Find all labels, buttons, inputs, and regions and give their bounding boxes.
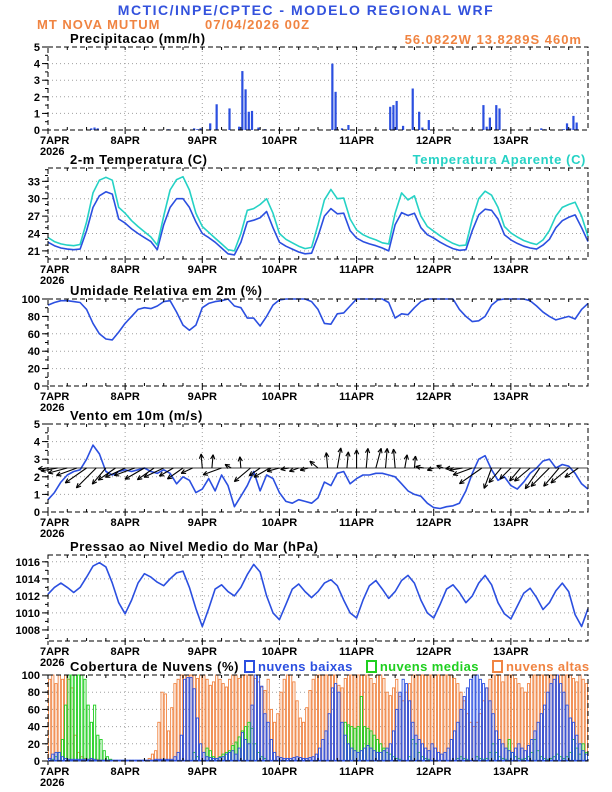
- panel-title-apparent-temperature: Temperatura Aparente (C): [412, 152, 586, 167]
- svg-text:2: 2: [33, 91, 40, 104]
- svg-text:80: 80: [27, 311, 40, 324]
- svg-text:10APR: 10APR: [261, 391, 298, 403]
- svg-text:60: 60: [27, 704, 40, 717]
- svg-text:24: 24: [27, 228, 40, 241]
- svg-text:8APR: 8APR: [110, 135, 140, 147]
- svg-text:21: 21: [27, 245, 40, 258]
- svg-text:13APR: 13APR: [493, 264, 529, 276]
- legend-label-high: nuvens altas: [505, 659, 590, 674]
- svg-text:11APR: 11APR: [339, 264, 375, 276]
- svg-text:60: 60: [27, 328, 40, 341]
- svg-text:12APR: 12APR: [415, 264, 452, 276]
- svg-text:3: 3: [33, 75, 40, 88]
- panel-title-humidity: Umidade Relativa em 2m (%): [70, 283, 263, 298]
- svg-text:0: 0: [33, 381, 40, 393]
- svg-text:12APR: 12APR: [415, 646, 452, 658]
- svg-text:27: 27: [27, 211, 40, 224]
- svg-text:11APR: 11APR: [339, 766, 375, 778]
- svg-text:12APR: 12APR: [415, 135, 452, 147]
- svg-text:4: 4: [33, 436, 40, 449]
- svg-text:7APR: 7APR: [40, 264, 70, 276]
- svg-text:13APR: 13APR: [493, 766, 529, 778]
- svg-text:8APR: 8APR: [110, 391, 140, 403]
- svg-text:100: 100: [21, 294, 40, 306]
- svg-text:40: 40: [27, 346, 40, 359]
- svg-text:10APR: 10APR: [261, 135, 298, 147]
- panel-title-pressure: Pressao ao Nivel Medio do Mar (hPa): [70, 539, 319, 554]
- svg-text:13APR: 13APR: [493, 646, 529, 658]
- svg-text:1008: 1008: [15, 624, 40, 637]
- model-title: MCTIC/INPE/CPTEC - MODELO REGIONAL WRF: [117, 2, 495, 18]
- svg-text:7APR: 7APR: [40, 766, 70, 778]
- svg-text:9APR: 9APR: [187, 766, 217, 778]
- svg-text:7APR: 7APR: [40, 135, 70, 147]
- svg-text:1016: 1016: [15, 556, 40, 569]
- svg-text:40: 40: [27, 721, 40, 734]
- panel-title-precipitation: Precipitacao (mm/h): [70, 31, 206, 46]
- panel-title-clouds: Cobertura de Nuvens (%): [70, 659, 240, 674]
- svg-text:9APR: 9APR: [187, 264, 217, 276]
- svg-text:8APR: 8APR: [110, 264, 140, 276]
- panel-title-temperature: 2-m Temperatura (C): [70, 152, 208, 167]
- svg-text:0: 0: [33, 507, 40, 519]
- svg-text:11APR: 11APR: [339, 646, 375, 658]
- svg-text:10APR: 10APR: [261, 766, 298, 778]
- svg-text:2026: 2026: [40, 275, 65, 287]
- svg-text:0: 0: [33, 756, 40, 768]
- svg-text:8APR: 8APR: [110, 517, 140, 529]
- svg-text:80: 80: [27, 687, 40, 700]
- svg-text:5: 5: [33, 419, 40, 431]
- svg-text:2: 2: [33, 471, 40, 484]
- svg-text:12APR: 12APR: [415, 766, 452, 778]
- svg-text:20: 20: [27, 738, 40, 751]
- run-datetime: 07/04/2026 00Z: [205, 17, 311, 32]
- svg-text:10APR: 10APR: [261, 264, 298, 276]
- svg-text:9APR: 9APR: [187, 391, 217, 403]
- svg-text:7APR: 7APR: [40, 391, 70, 403]
- svg-text:4: 4: [33, 58, 40, 71]
- svg-text:1: 1: [33, 108, 40, 121]
- svg-text:100: 100: [21, 670, 40, 682]
- svg-text:33: 33: [27, 176, 40, 189]
- svg-text:9APR: 9APR: [187, 135, 217, 147]
- svg-text:20: 20: [27, 363, 40, 376]
- svg-text:30: 30: [27, 193, 40, 206]
- svg-text:7APR: 7APR: [40, 646, 70, 658]
- panel-title-wind: Vento em 10m (m/s): [70, 408, 203, 423]
- svg-text:13APR: 13APR: [493, 135, 529, 147]
- svg-text:2026: 2026: [40, 657, 65, 669]
- svg-text:12APR: 12APR: [415, 391, 452, 403]
- svg-text:5: 5: [33, 42, 40, 54]
- legend-label-low: nuvens baixas: [258, 659, 353, 674]
- svg-text:10APR: 10APR: [261, 646, 298, 658]
- station-coordinates: 56.0822W 13.8289S 460m: [404, 32, 582, 47]
- svg-text:8APR: 8APR: [110, 766, 140, 778]
- svg-text:2026: 2026: [40, 146, 65, 158]
- svg-text:2026: 2026: [40, 528, 65, 540]
- svg-text:1: 1: [33, 489, 40, 502]
- legend-label-mid: nuvens medias: [379, 659, 479, 674]
- svg-text:1014: 1014: [15, 573, 40, 586]
- svg-text:9APR: 9APR: [187, 517, 217, 529]
- svg-text:9APR: 9APR: [187, 646, 217, 658]
- svg-text:11APR: 11APR: [339, 391, 375, 403]
- svg-text:1012: 1012: [15, 590, 40, 603]
- svg-text:3: 3: [33, 454, 40, 467]
- svg-text:2026: 2026: [40, 777, 65, 789]
- svg-text:12APR: 12APR: [415, 517, 452, 529]
- station-name: MT NOVA MUTUM: [37, 17, 161, 32]
- svg-text:13APR: 13APR: [493, 391, 529, 403]
- svg-text:2026: 2026: [40, 402, 65, 414]
- svg-text:11APR: 11APR: [339, 517, 375, 529]
- svg-text:11APR: 11APR: [339, 135, 375, 147]
- svg-text:7APR: 7APR: [40, 517, 70, 529]
- svg-text:8APR: 8APR: [110, 646, 140, 658]
- svg-text:1010: 1010: [15, 607, 40, 620]
- svg-text:0: 0: [33, 125, 40, 137]
- svg-text:10APR: 10APR: [261, 517, 298, 529]
- svg-text:13APR: 13APR: [493, 517, 529, 529]
